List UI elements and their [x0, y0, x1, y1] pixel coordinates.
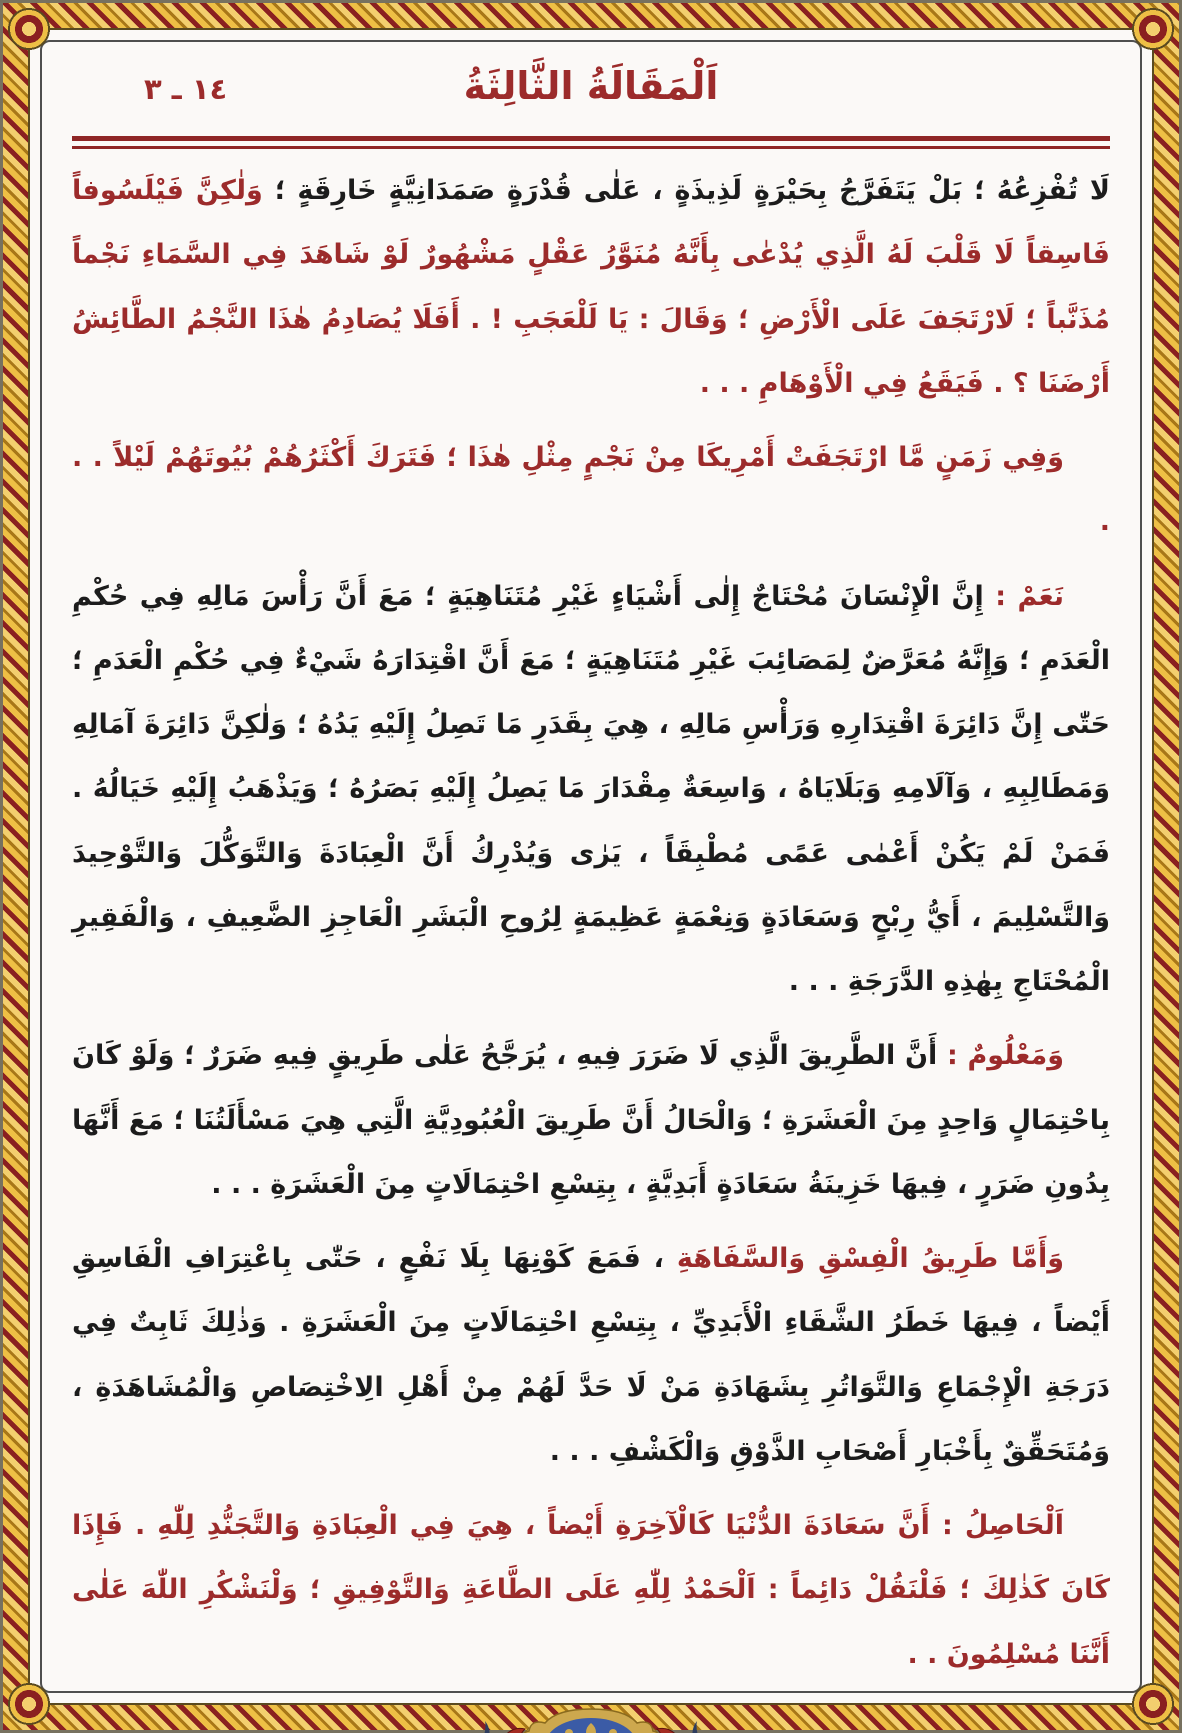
text-segment: وَلٰكِنَّ فَيْلَسُوفاً فَاسِقاً لَا قَلْبَ لَهُ الَّذِي يُدْعٰى بِأَنَّهُ مُنَوَّرُ عَقْلٍ مَشْهُورٌ لَوْ شَاهَدَ فِي السَّمَاءِ نَجْماً مُذَنَّباً ؛ لَارْتَجَفَ عَلَى الْأَرْضِ ؛ وَقَالَ : يَا لَلْعَجَبِ ! . أَفَلَا يُصَادِمُ هٰذَا النَّجْمُ الطَّائِشُ أَرْضَنَا ؟ . فَيَقَعُ فِي الْأَوْهَامِ . . .	[72, 175, 1110, 399]
corner-rosette-icon	[6, 6, 52, 52]
text-segment: أَنَّ الطَّرِيقَ الَّذِي لَا ضَرَرَ فِيهِ ، يُرَجَّحُ عَلٰى طَرِيقٍ فِيهِ ضَرَرٌ ؛ وَلَوْ كَانَ بِاحْتِمَالٍ وَاحِدٍ مِنَ الْعَشَرَةِ ؛ وَالْحَالُ أَنَّ طَرِيقَ الْعُبُودِيَّةِ الَّتِي هِيَ مَسْأَلَتُنَا ؛ مَعَ أَنَّهَا بِدُونِ ضَرَرٍ ، فِيهَا خَزِينَةُ سَعَادَةٍ أَبَدِيَّةٍ ، بِتِسْعِ احْتِمَالَاتٍ مِنَ الْعَشَرَةِ . . .	[72, 1040, 1110, 1200]
text-segment: وَفِي زَمَنٍ مَّا ارْتَجَفَتْ أَمْرِيكَا مِنْ نَجْمٍ مِثْلِ هٰذَا ؛ فَتَرَكَ أَكْثَرُهُمْ بُيُوتَهُمْ لَيْلاً . . .	[72, 442, 1110, 538]
text-segment: أَنَّ سَعَادَةَ الدُّنْيَا كَالْآخِرَةِ أَيْضاً ، هِيَ فِي الْعِبَادَةِ وَالتَّجَنُّدِ لِلّٰهِ . فَإِذَا كَانَ كَذٰلِكَ ؛ فَلْنَقُلْ دَائِماً : اَلْحَمْدُ لِلّٰهِ عَلَى الطَّاعَةِ وَالتَّوْفِيقِ ؛ وَلْنَشْكُرِ اللّٰهَ عَلٰى أَنَّنَا مُسْلِمُونَ . .	[72, 1510, 1110, 1670]
text-segment: إِنَّ الْإِنْسَانَ مُحْتَاجٌ إِلٰى أَشْيَاءٍ غَيْرِ مُتَنَاهِيَةٍ ؛ مَعَ أَنَّ رَأْسَ مَالِهِ فِي حُكْمِ الْعَدَمِ ؛ وَإِنَّهُ مُعَرَّضٌ لِمَصَائِبَ غَيْرِ مُتَنَاهِيَةٍ ؛ مَعَ أَنَّ اقْتِدَارَهُ شَيْءٌ فِي حُكْمِ الْعَدَمِ ؛ حَتّٰى إِنَّ دَائِرَةَ اقْتِدَارِهِ وَرَأْسِ مَالِهِ ، هِيَ بِقَدَرِ مَا تَصِلُ إِلَيْهِ يَدُهُ ؛ وَلٰكِنَّ دَائِرَةَ آمَالِهِ وَمَطَالِبِهِ ، وَآلَامِهِ وَبَلَايَاهُ ، وَاسِعَةٌ مِقْدَارَ مَا يَصِلُ إِلَيْهِ بَصَرُهُ ؛ وَيَذْهَبُ إِلَيْهِ خَيَالُهُ . فَمَنْ لَمْ يَكُنْ أَعْمٰى عَمًى مُطْبِقَاً ، يَرٰى وَيُدْرِكُ أَنَّ الْعِبَادَةَ وَالتَّوَكُّلَ وَالتَّوْحِيدَ وَالتَّسْلِيمَ ، أَيُّ رِبْحٍ وَسَعَادَةٍ وَنِعْمَةٍ عَظِيمَةٍ لِرُوحِ الْبَشَرِ الْعَاجِزِ الضَّعِيفِ ، وَالْفَقِيرِ الْمُحْتَاجِ بِهٰذِهِ الدَّرَجَةِ . . .	[72, 580, 1110, 997]
text-segment: لَا تُفْزِعُهُ ؛ بَلْ يَتَفَرَّجُ بِحَيْرَةٍ لَذِيذَةٍ ، عَلٰى قُدْرَةٍ صَمَدَانِيَّةٍ خَارِقَةٍ ؛	[262, 175, 1110, 206]
page-footer	[72, 1697, 1110, 1733]
paragraph	[72, 565, 1110, 1015]
paragraph	[72, 426, 1110, 555]
corner-rosette-icon	[1130, 6, 1176, 52]
paragraph	[72, 1227, 1110, 1484]
arabesque-divider-ornament	[331, 1697, 851, 1733]
inner-frame	[40, 40, 1142, 1693]
lead-word: نَعَمْ :	[983, 580, 1064, 612]
page-title: اَلْمَقَالَةُ الثَّالِثَةُ	[463, 64, 719, 108]
lead-word: وَأَمَّا طَرِيقُ الْفِسْقِ وَالسَّفَاهَةِ	[676, 1243, 1065, 1274]
body-text	[72, 159, 1110, 1697]
lead-word: وَمَعْلُومٌ :	[937, 1040, 1064, 1072]
paragraph	[72, 1024, 1110, 1217]
text-segment: ، فَمَعَ كَوْنِهَا بِلَا نَفْعٍ ، حَتّٰى بِاعْتِرَافِ الْفَاسِقِ أَيْضاً ، فِيهَا خَطَرُ الشَّقَاءِ الْأَبَدِيِّ ، بِتِسْعِ احْتِمَالَاتٍ مِنَ الْعَشَرَةِ . وَذٰلِكَ ثَابِتٌ فِي دَرَجَةِ الْإِجْمَاعِ وَالتَّوَاتُرِ بِشَهَادَةِ مَنْ لَا حَدَّ لَهُمْ مِنْ أَهْلِ الِاخْتِصَاصِ وَالْمُشَاهَدَةِ ، وَمُتَحَقِّقٌ بِأَخْبَارِ أَصْحَابِ الذَّوْقِ وَالْكَشْفِ . . .	[72, 1243, 1110, 1467]
page-number: ١٤ ـ ٣	[144, 72, 228, 106]
paragraph	[72, 159, 1110, 416]
header-rule	[72, 136, 1110, 149]
page-header	[72, 56, 1110, 130]
paragraph	[72, 1494, 1110, 1687]
corner-rosette-icon	[1130, 1681, 1176, 1727]
paper	[30, 30, 1152, 1703]
lead-word: اَلْحَاصِلُ :	[929, 1510, 1064, 1541]
corner-rosette-icon	[6, 1681, 52, 1727]
